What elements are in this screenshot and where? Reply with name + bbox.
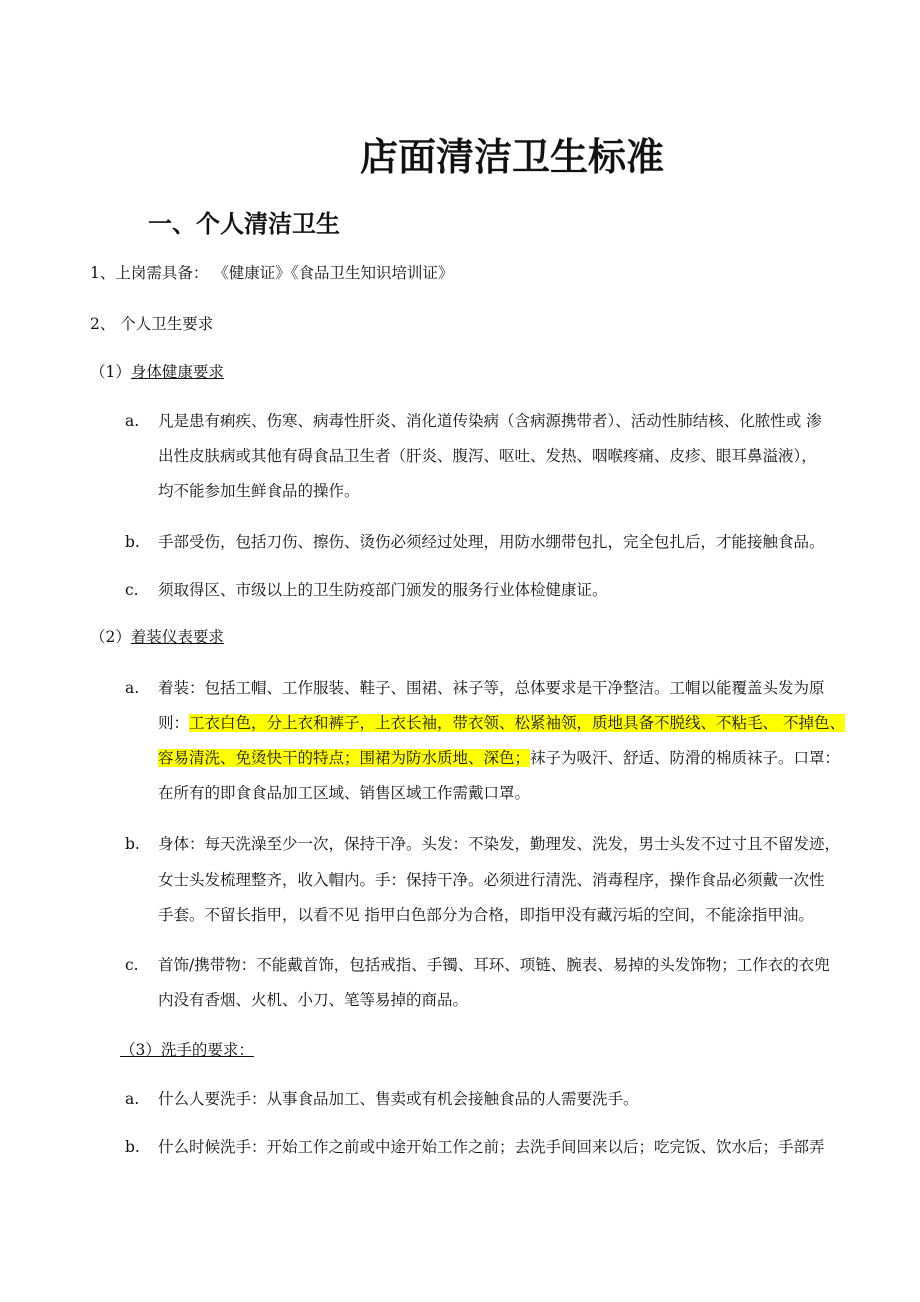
paragraph-line: 什么人要洗手：从事食品加工、售卖或有机会接触食品的人需要洗手。 <box>158 1090 639 1108</box>
list-marker: c. <box>125 581 139 599</box>
subheading-number: （2） <box>90 628 131 646</box>
subheading-dress <box>90 627 224 647</box>
paragraph-line: 首饰/携带物：不能戴首饰，包括戒指、手镯、耳环、项链、腕表、易掉的头发饰物；工作衣的衣兜 <box>158 956 830 974</box>
paragraph-line: 手部受伤，包括刀伤、擦伤、烫伤必须经过处理，用防水绷带包扎，完全包扎后，才能接触食品。 <box>158 533 825 551</box>
list-marker: a. <box>125 1090 140 1108</box>
paragraph-line: 身体：每天洗澡至少一次，保持干净。头发：不染发，勤理发、洗发，男士头发不过寸且不留发迹， <box>158 835 841 853</box>
list-marker: a. <box>125 412 140 430</box>
subheading-handwash: （3）洗手的要求： <box>120 1041 254 1059</box>
list-marker: c. <box>125 956 139 974</box>
highlighted-text: 容易清洗、免烫快干的特点；围裙为防水质地、深色； <box>158 749 531 767</box>
paragraph-line: 内没有香烟、火机、小刀、笔等易掉的商品。 <box>158 991 469 1009</box>
subheading-number: （1） <box>90 363 131 381</box>
paragraph-line <box>158 748 840 768</box>
paragraph-line: 出性皮肤病或其他有碍食品卫生者（肝炎、腹泻、呕吐、发热、咽喉疼痛、皮疹、眼耳鼻溢液）， <box>158 447 817 465</box>
section-heading: 一、个人清洁卫生 <box>148 210 340 238</box>
subheading-label: 身体健康要求 <box>130 363 224 381</box>
list-marker: b. <box>125 835 140 853</box>
list-marker: a. <box>125 679 140 697</box>
list-marker: b. <box>125 1138 140 1156</box>
paragraph-line: 什么时候洗手：开始工作之前或中途开始工作之前；去洗手间回来以后；吃完饭、饮水后；手部弄 <box>158 1138 825 1156</box>
list-marker: b. <box>125 533 140 551</box>
subheading-health <box>90 362 224 382</box>
paragraph-line: 凡是患有痢疾、伤寒、病毒性肝炎、消化道传染病（含病源携带者）、活动性肺结核、化脓性或 渗 <box>158 412 822 430</box>
text: 则： <box>158 714 190 732</box>
document-title: 店面清洁卫生标准 <box>359 135 664 179</box>
paragraph-line: 均不能参加生鲜食品的操作。 <box>158 482 360 500</box>
paragraph-line: 在所有的即食食品加工区域、销售区域工作需戴口罩。 <box>158 784 531 802</box>
paragraph-line: 女士头发梳理整齐，收入帽内。手：保持干净。必须进行清洗、消毒程序，操作食品必须戴一次性 <box>158 871 825 889</box>
paragraph-line: 须取得区、市级以上的卫生防疫部门颁发的服务行业体检健康证。 <box>158 581 608 599</box>
paragraph-line: 手套。不留长指甲，以看不见 指甲白色部分为合格，即指甲没有藏污垢的空间，不能涂指甲油。 <box>158 906 814 924</box>
paragraph-line: 着装：包括工帽、工作服装、鞋子、围裙、袜子等，总体要求是干净整洁。工帽以能覆盖头发为原 <box>158 679 825 697</box>
item-2: 2、 个人卫生要求 <box>90 315 214 333</box>
highlighted-text: 工衣白色，分上衣和裤子，上衣长袖，带衣领、松紧袖领，质地具备不脱线、不粘毛、 不掉色、 <box>189 714 845 732</box>
text: 袜子为吸汗、舒适、防滑的棉质袜子。口罩： <box>530 749 841 767</box>
subheading-label: 着装仪表要求 <box>130 628 224 646</box>
item-1: 1、上岗需具备： 《健康证》《食品卫生知识培训证》 <box>90 264 454 282</box>
paragraph-line <box>158 713 845 733</box>
